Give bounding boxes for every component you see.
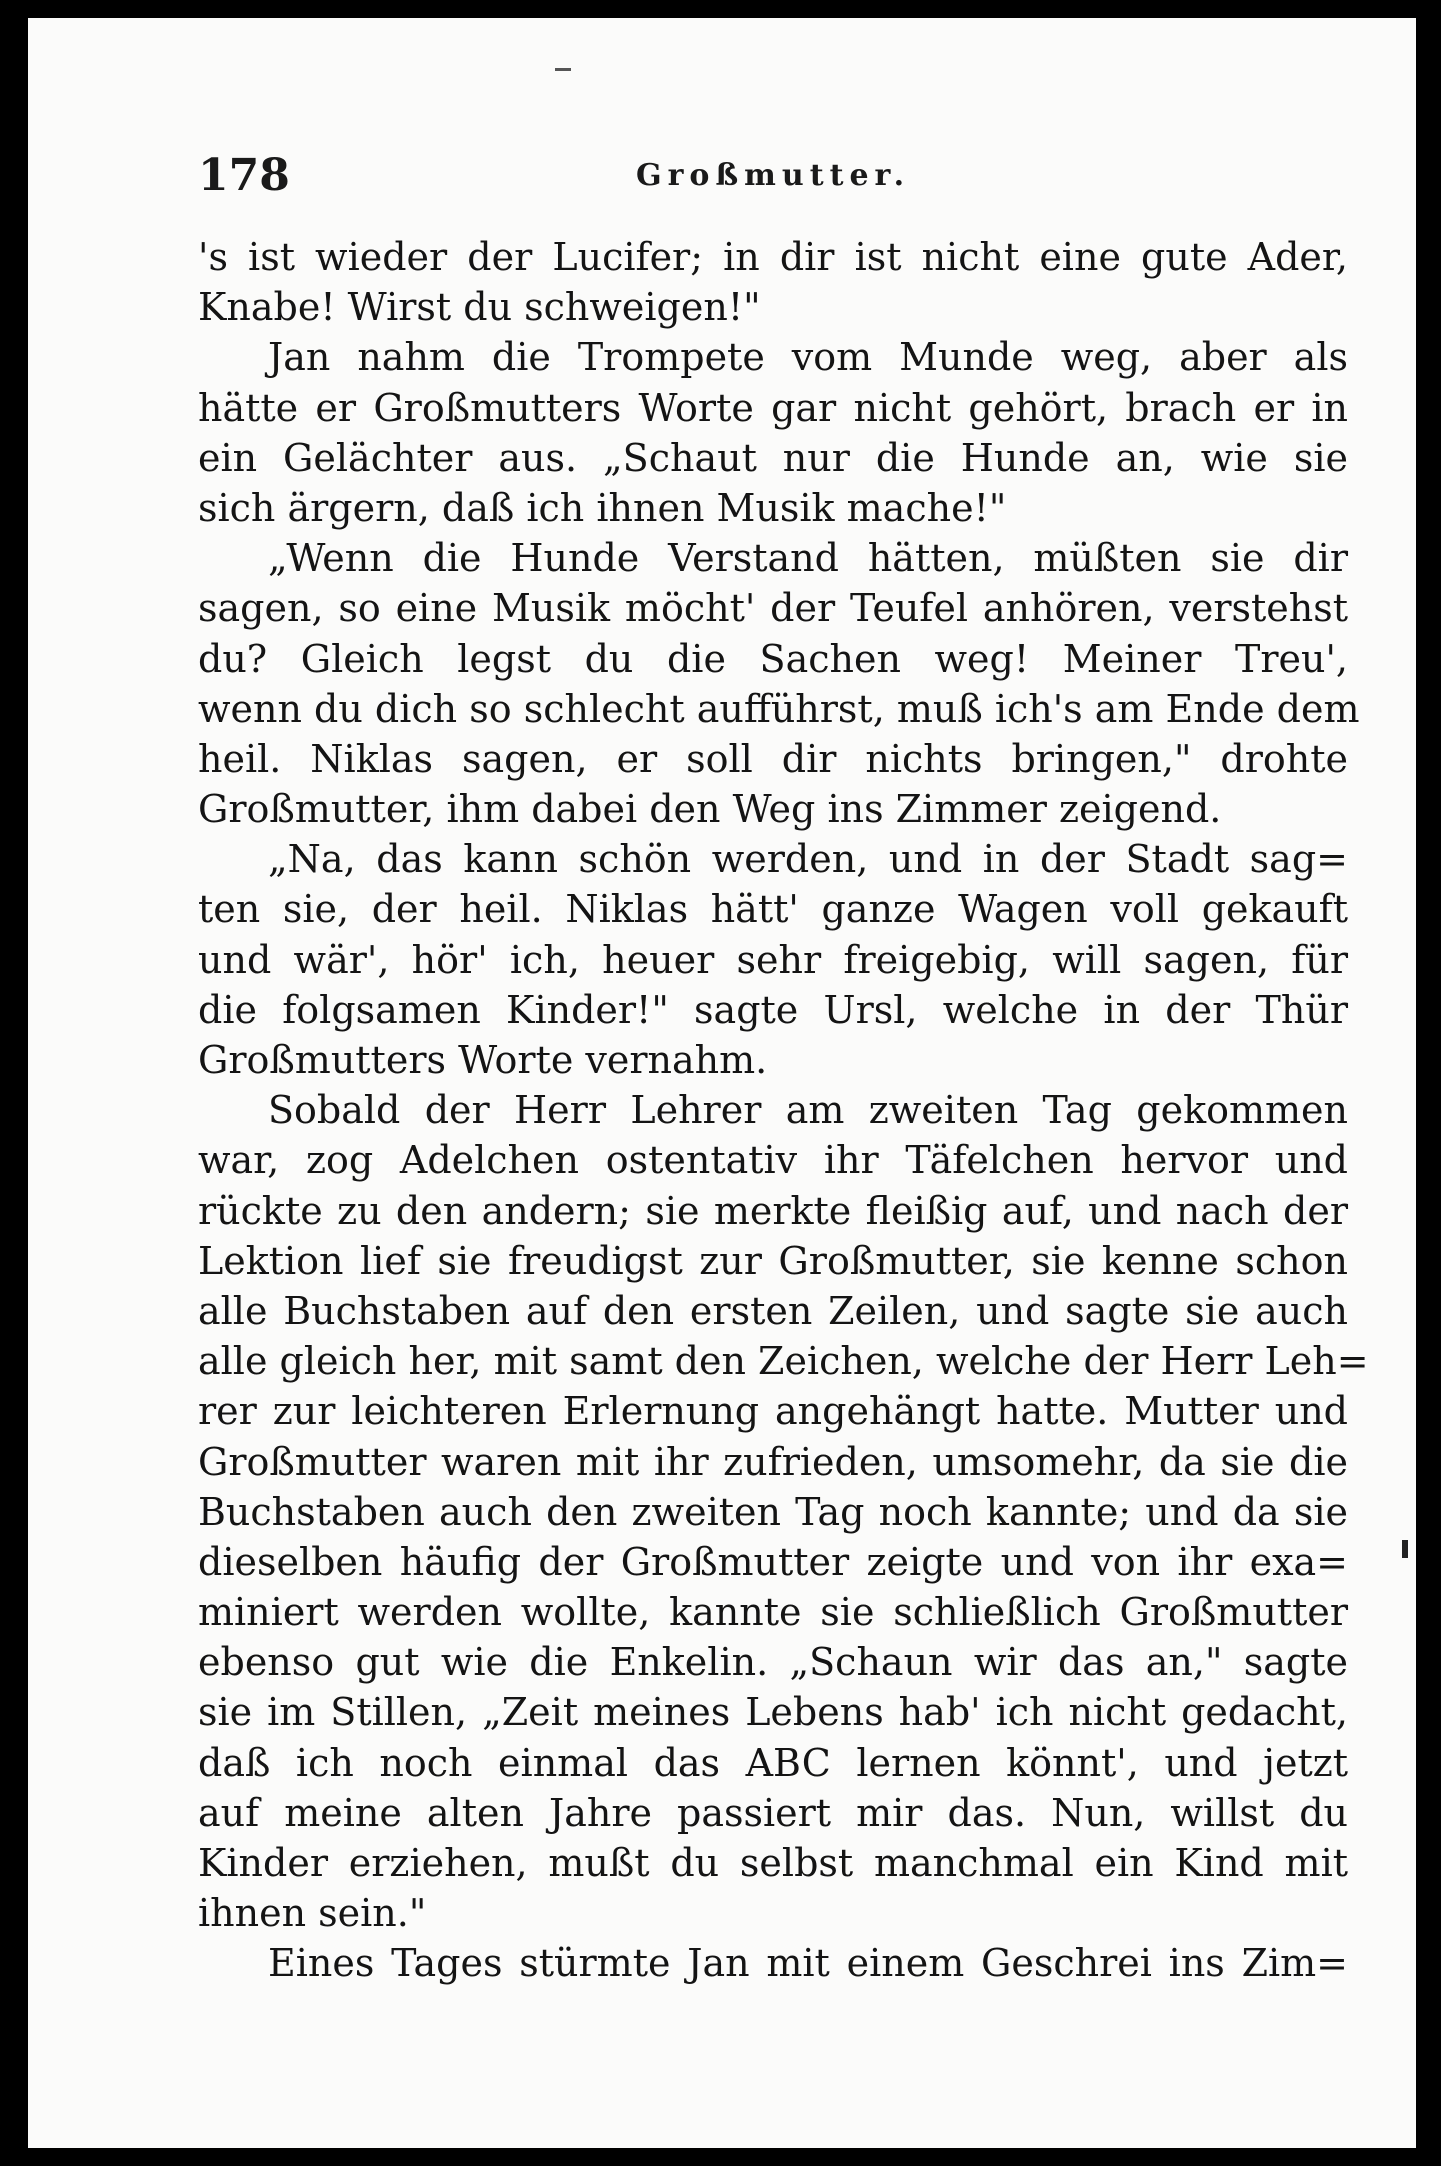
page-number: 178 [198, 150, 290, 201]
text-line: Eines Tages stürmte Jan mit einem Geschrei ins Zim= [268, 1941, 1348, 1986]
top-mark [555, 68, 571, 71]
text-line: sie im Stillen, „Zeit meines Lebens hab' ich nicht gedacht, [198, 1690, 1348, 1735]
text-line: Buchstaben auch den zweiten Tag noch kannte; und da sie [198, 1489, 1348, 1534]
text-line: „Na, das kann schön werden, und in der Stadt sag= [268, 837, 1348, 882]
running-title: Großmutter. [635, 158, 911, 193]
text-line: Großmutter waren mit ihr zufrieden, umsomehr, da sie die [198, 1439, 1348, 1484]
text-line: Sobald der Herr Lehrer am zweiten Tag gekommen [268, 1088, 1348, 1133]
text-line: dieselben häufig der Großmutter zeigte und von ihr exa= [198, 1539, 1348, 1584]
text-line: heil. Niklas sagen, er soll dir nichts bringen," drohte [198, 736, 1348, 781]
text-line: Lektion lief sie freudigst zur Großmutter, sie kenne schon [198, 1238, 1348, 1283]
text-line: sich ärgern, daß ich ihnen Musik mache!" [198, 485, 1007, 530]
text-line: ebenso gut wie die Enkelin. „Schaun wir das an," sagte [198, 1640, 1348, 1685]
text-line: du? Gleich legst du die Sachen weg! Meiner Treu', [198, 636, 1348, 681]
text-line: Jan nahm die Trompete vom Munde weg, aber als [268, 335, 1348, 380]
text-line: ihnen sein." [198, 1891, 427, 1936]
text-line: Großmutters Worte vernahm. [198, 1038, 768, 1082]
text-line: wenn du dich so schlecht aufführst, muß ich's am Ende dem [198, 686, 1360, 731]
text-line: rer zur leichteren Erlernung angehängt hatte. Mutter und [198, 1389, 1348, 1434]
text-line: und wär', hör' ich, heuer sehr freigebig, will sagen, für [198, 937, 1348, 982]
page-header [198, 150, 1348, 220]
text-line: sagen, so eine Musik möcht' der Teufel anhören, verstehst [198, 586, 1348, 631]
text-line: 's ist wieder der Lucifer; in dir ist nicht eine gute Ader, [198, 235, 1348, 279]
text-line: alle Buchstaben auf den ersten Zeilen, und sagte sie auch [198, 1288, 1348, 1333]
text-line: rückte zu den andern; sie merkte fleißig auf, und nach der [198, 1188, 1348, 1233]
text-line: die folgsamen Kinder!" sagte Ursl, welche in der Thür [198, 987, 1348, 1032]
text-line: war, zog Adelchen ostentativ ihr Täfelchen hervor und [198, 1138, 1348, 1183]
text-line: miniert werden wollte, kannte sie schließlich Großmutter [198, 1590, 1348, 1635]
text-line: ten sie, der heil. Niklas hätt' ganze Wagen voll gekauft [198, 887, 1348, 932]
body-text [198, 232, 1369, 1989]
text-line: daß ich noch einmal das ABC lernen könnt', und jetzt [198, 1740, 1348, 1785]
margin-mark [1402, 1540, 1408, 1558]
text-line: Großmutter, ihm dabei den Weg ins Zimmer zeigend. [198, 787, 1222, 832]
text-line: Knabe! Wirst du schweigen!" [198, 285, 761, 330]
text-line: ein Gelächter aus. „Schaut nur die Hunde an, wie sie [198, 435, 1348, 480]
text-line: „Wenn die Hunde Verstand hätten, müßten sie dir [268, 536, 1348, 581]
text-line: auf meine alten Jahre passiert mir das. Nun, willst du [198, 1790, 1348, 1835]
text-line: alle gleich her, mit samt den Zeichen, welche der Herr Leh= [198, 1339, 1369, 1384]
text-line: Kinder erziehen, mußt du selbst manchmal ein Kind mit [198, 1841, 1348, 1885]
text-line: hätte er Großmutters Worte gar nicht gehört, brach er in [198, 385, 1348, 430]
